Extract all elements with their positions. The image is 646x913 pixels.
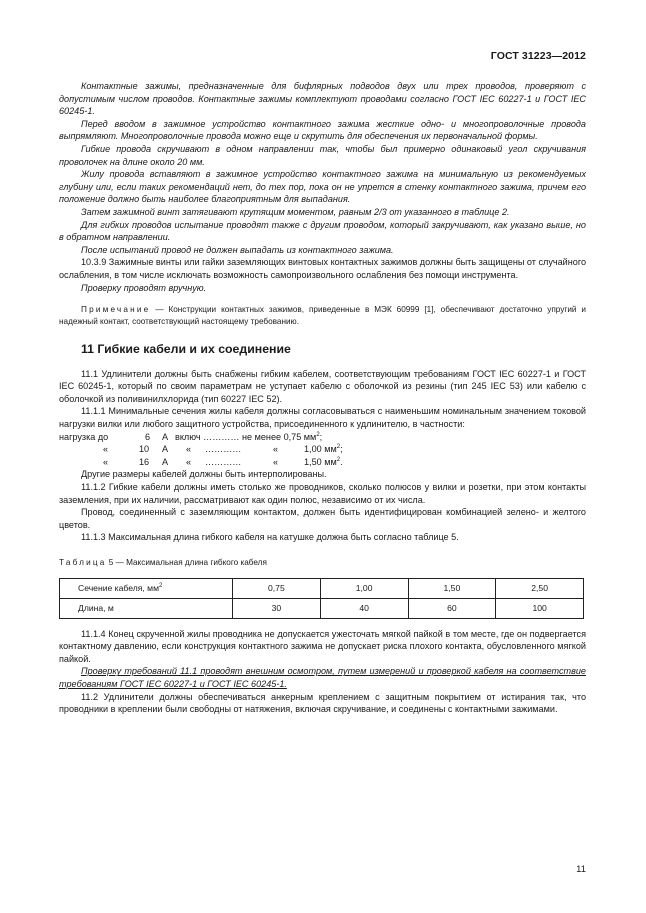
paragraph: Контактные зажимы, предназначенные для бифлярных подводов двух или трех проводов, проверяют с допустимым числом проводов. Контактные зажимы комплектуют проводами согласно ГОСТ IEC 60227-1 и ГОСТ IEC 60245-1. — [59, 81, 586, 117]
clause-11-1: 11.1 Удлинители должны быть снабжены гибким кабелем, соответствующим требованиям ГОСТ IEC 60227-1 и ГОСТ IEC 60245-1, который по своим параметрам не уступает кабелю с оболочкой из резины (тип 245 IEC 53) или кабелю с оболочкой из поливинилхлорида (тип 60227 IEC 52). — [59, 368, 586, 404]
table-cell: 1,00 — [320, 578, 408, 598]
list-item: « 10 А « ………… « 1,00 $мм^2$; — [103, 444, 343, 455]
paragraph: Гибкие провода скручивают в одном направлении так, чтобы был примерно одинаковый угол скручивания проволочек на длине около 20 мм. — [59, 143, 586, 167]
paragraph: Другие размеры кабелей должны быть интерполированы. — [81, 469, 327, 480]
clause-11-1-3: 11.1.3 Максимальная длина гибкого кабеля на катушке должна быть согласно таблице 5. — [81, 532, 459, 543]
paragraph: Затем зажимной винт затягивают крутящим моментом, равным 2/3 от указанного в таблице 2. — [81, 206, 510, 217]
note-text: — Конструкции контактных зажимов, приведенные в МЭК 60999 [1], обеспечивают достаточно упругий и надежный контакт, соответствующий настоящему требованию. — [59, 305, 586, 326]
table-cell: 60 — [408, 598, 496, 618]
paragraph: После испытаний провод не должен выпадать из контактного зажима. — [81, 244, 394, 255]
clause-11-1-2: 11.1.2 Гибкие кабели должны иметь столько же проводников, сколько полюсов у вилки и розетки, при этом контакты заземления, при их наличии, рассматривают как один полюс, независимо от их числа. — [59, 482, 586, 505]
table-row — [60, 578, 584, 598]
note-label: Примечание — [81, 305, 151, 315]
standard-header: ГОСТ 31223—2012 — [490, 50, 586, 62]
clause-11-1-1: 11.1.1 Минимальные сечения жилы кабеля должны согласовываться с наименьшим номинальным значением токовой нагрузки вилки или любого защитного устройства, присоединенного к удлинителю, в частности: — [59, 406, 586, 430]
paragraph: Жилу провода вставляют в зажимное устройство контактного зажима на минимальную из рекомендуемых глубину или, если таких рекомендаций нет, до тех пор, пока он не упрется в стенку контактного зажима, причем его положение должно быть наиболее благоприятным для выпадания. — [59, 169, 586, 205]
table-cell: 2,50 — [496, 578, 584, 598]
table-cell: 40 — [320, 598, 408, 618]
paragraph: Проверку проводят вручную. — [81, 282, 207, 293]
clause-11-2: 11.2 Удлинители должны обеспечиваться анкерным креплением с защитным покрытием от истирания так, что проводники в креплении были свободны от натяжения, включая скручивание, и соединены с контактными зажимами. — [59, 691, 586, 715]
table-caption: Таблица 5 — Максимальная длина гибкого кабеля — [59, 558, 267, 567]
table-row-header: Сечение кабеля, $мм^2$ — [60, 578, 233, 598]
clause-11-1-4: 11.1.4 Конец скрученной жилы проводника не допускается ужесточать мягкой пайкой в том месте, где он подвергается контактному давлению, если конструкция контактного зажима не допускает риска плохого контакта, обусловленного мягкой пайкой. — [59, 628, 586, 664]
page-number: 11 — [576, 864, 586, 875]
list-item: нагрузка до 6 А включ ………… не менее 0,75 $мм^2$; — [59, 431, 323, 442]
paragraph: Проверку требований 11.1 проводят внешним осмотром, путем измерений и проверкой кабеля на соответствие требованиям ГОСТ IEC 60227-1 и ГОСТ IEC 60245-1. — [59, 666, 586, 689]
table-cell: 100 — [496, 598, 584, 618]
table-cell: 0,75 — [233, 578, 321, 598]
list-item: « 16 А « ………… « 1,50 $мм^2$. — [103, 456, 343, 467]
page-content — [59, 80, 586, 716]
section-title: 11 Гибкие кабели и их соединение — [81, 342, 291, 357]
table-5 — [59, 578, 584, 619]
table-row-header: Длина, м — [60, 598, 233, 618]
paragraph: Для гибких проводов испытание проводят также с другим проводом, который закручивают, как указано выше, но в обратном направлении. — [59, 219, 586, 243]
load-list — [59, 431, 586, 469]
table-cell: 1,50 — [408, 578, 496, 598]
table-cell: 30 — [233, 598, 321, 618]
clause-10-3-9: 10.3.9 Зажимные винты или гайки заземляющих винтовых контактных зажимов должны быть защищены от случайного ослабления, в том числе исключать возможность самопроизвольного ослабления без помощи инструмента. — [59, 257, 587, 280]
note — [59, 304, 586, 327]
paragraph: Провод, соединенный с заземляющим контактом, должен быть идентифицирован комбинацией зелено- и желтого цветов. — [59, 507, 586, 530]
paragraph: Перед вводом в зажимное устройство контактного зажима жесткие одно- и многопроволочные провода выпрямляют. Многопроволочные провода можно еще и скрутить для обеспечения их первоначальной формы. — [59, 118, 586, 142]
table-row — [60, 598, 584, 618]
